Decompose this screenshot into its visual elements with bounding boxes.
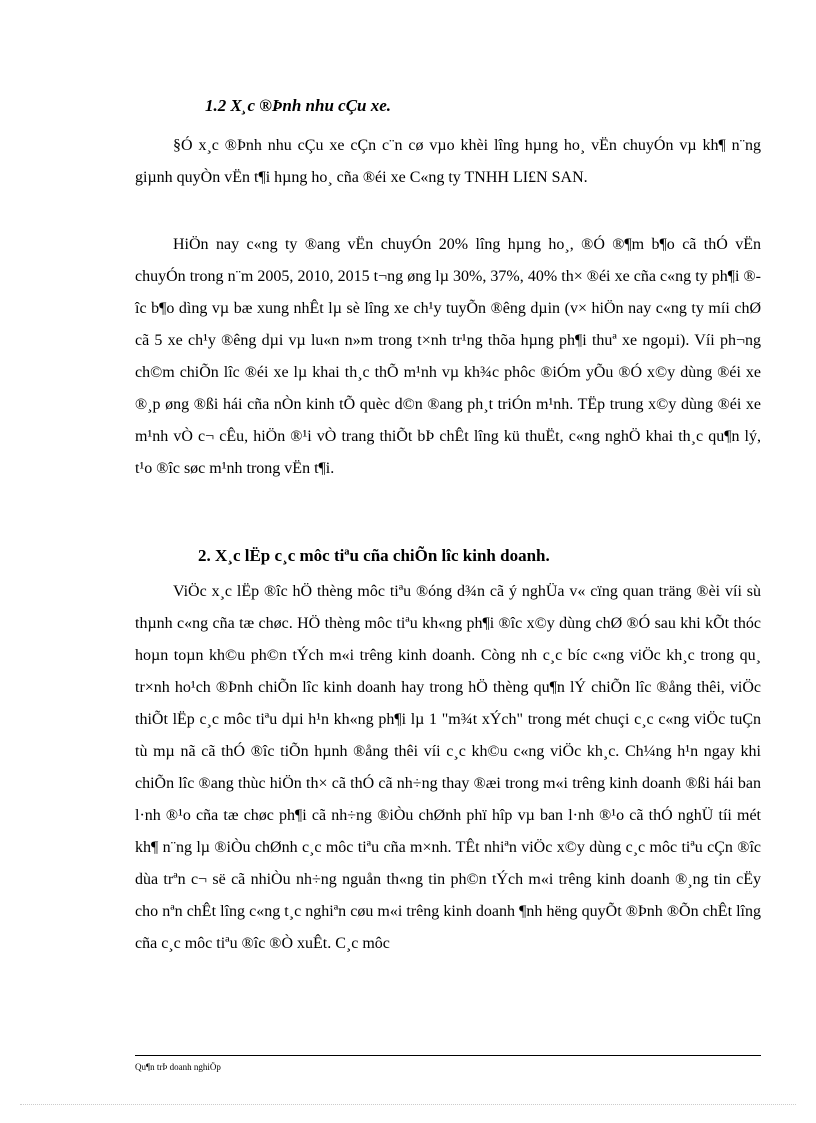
paragraph: §Ó x¸c ®Þnh nhu cÇu xe cÇn c¨n cø vµo khèi lîng hµng ho¸ vËn chuyÓn vµ kh¶ n¨ng giµnh quyÒn vËn t¶i hµng ho¸ cña ®éi xe C«ng ty TNHH LI£N SAN. [135, 137, 761, 186]
footer-text: Qu¶n trÞ doanh nghiÖp [135, 1062, 221, 1072]
paragraph: ViÖc x¸c lËp ®îc hÖ thèng môc tiªu ®óng d¾n cã ý nghÜa v« cïng quan träng ®èi víi sù thµnh c«ng cña tæ chøc. HÖ thèng môc tiªu kh«ng ph¶i ®îc x©y dùng chØ ®Ó sau khi kÕt thóc hoµn toµn kh©u ph©n tÝch m«i trêng kinh doanh. Còng nh c¸c bíc c«ng viÖc kh¸c trong qu¸ tr×nh ho¹ch ®Þnh chiÕn lîc kinh doanh hay trong hÖ thèng qu¶n lÝ chiÕn lîc ®ång thêi, viÖc thiÕt lËp c¸c môc tiªu dµi h¹n kh«ng ph¶i lµ 1 "m¾t xÝch" trong mét chuçi c¸c c«ng viÖc tuÇn tù mµ nã cã thÓ ®îc tiÕn hµnh ®ång thêi víi c¸c kh©u c«ng viÖc kh¸c. Ch¼ng h¹n ngay khi chiÕn lîc ®ang thùc hiÖn th× cã thÓ cã nh÷ng thay ®æi trong m«i trêng kinh doanh ®ßi hái ban l·nh ®¹o cña tæ chøc ph¶i cã nh÷ng ®iÒu chØnh phï hîp vµ ban l·nh ®¹o cã thÓ nghÜ tíi mét kh¶ n¨ng lµ ®iÒu chØnh c¸c môc tiªu cña m×nh. TÊt nhiªn viÖc x©y dùng c¸c môc tiªu cÇn ®îc dùa trªn c¬ së cã nhiÒu nh÷ng nguån th«ng tin ph©n tÝch m«i trêng kinh doanh ®¸ng tin cËy cho nªn chÊt lîng c«ng t¸c nghiªn cøu m«i trêng kinh doanh ¶nh hëng quyÕt ®Þnh ®Õn chÊt lîng cña c¸c môc tiªu ®îc ®Ò xuÊt. C¸c môc [135, 583, 761, 952]
section-heading-2: 2. X¸c lËp c¸c môc tiªu cña chiÕn lîc kinh doanh. [198, 546, 550, 565]
footer-divider [135, 1055, 761, 1056]
section-heading-1-2: 1.2 X¸c ®Þnh nhu cÇu xe. [205, 96, 392, 115]
page-bottom-border [20, 1104, 796, 1105]
paragraph: HiÖn nay c«ng ty ®ang vËn chuyÓn 20% lîng hµng ho¸, ®Ó ®¶m b¶o cã thÓ vËn chuyÓn trong n¨m 2005, 2010, 2015 t¬ng øng lµ 30%, 37%, 40% th× ®éi xe cña c«ng ty ph¶i ®îc b¶o dìng vµ bæ xung nhÊt lµ sè lîng xe ch¹y tuyÕn ®êng dµin (v× hiÖn nay c«ng ty míi chØ cã 5 xe ch¹y ®êng dµi vµ lu«n n»m trong t×nh tr¹ng thõa hµng ph¶i thuª xe ngoµi). Víi ph¬ng ch©m chiÕn lîc ®éi xe lµ khai th¸c thÕ m¹nh vµ kh¾c phôc ®iÓm yÕu ®Ó x©y dùng ®éi xe ®¸p øng ®ßi hái cña nÒn kinh tÕ quèc d©n ®ang ph¸t triÓn m¹nh. TËp trung x©y dùng ®éi xe m¹nh vÒ c¬ cÊu, hiÖn ®¹i vÒ trang thiÕt bÞ chÊt lîng kü thuËt, c«ng nghÖ khai th¸c qu¶n lý, t¹o ®îc søc m¹nh trong vËn t¶i. [135, 236, 761, 477]
